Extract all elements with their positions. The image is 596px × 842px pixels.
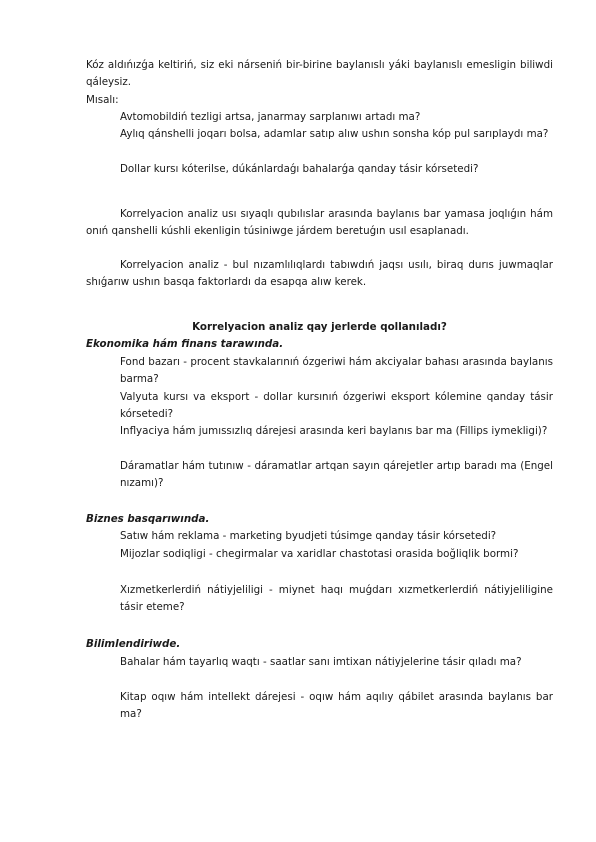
intro-paragraph: Kóz aldıńızǵa keltiriń, siz eki nárseniń bir-birine baylanıslı yáki baylanıslı emesligin biliwdi qáleysiz.	[86, 59, 553, 89]
list-item: Bahalar hám tayarlıq waqtı - saatlar sanı imtixan nátiyjelerine tásir qıladı ma?	[120, 656, 522, 668]
example-label: Mısalı:	[86, 94, 119, 106]
example-item: Avtomobildiń tezligi artsa, janarmay sarplanıwı artadı ma?	[120, 111, 421, 123]
section-title-business: Biznes basqarıwında.	[86, 513, 210, 525]
list-item: Satıw hám reklama - marketing byudjeti túsimge qanday tásir kórsetedi?	[120, 530, 497, 542]
list-item: Mijozlar sodiqligi - chegirmalar va xaridlar chastotasi orasida boğliqlik bormi?	[120, 548, 519, 560]
list-item: Valyuta kursı va eksport - dollar kursınıń ózgeriwi eksport kólemine qanday tásir kórsetedi?	[120, 391, 553, 421]
section-title-education: Bilimlendiriwde.	[86, 638, 181, 650]
list-item: Inflyaciya hám jumıssızlıq dárejesi arasında keri baylanıs bar ma (Fillips iymekligi)?	[120, 425, 548, 437]
body-paragraph: Korrelyacion analiz usı sıyaqlı qubılıslar arasında baylanıs bar yamasa joqlıǵın hám onıń qanshelli kúshli ekenligin túsiniwge járdem beretuǵın usıl esaplanadı.	[86, 208, 553, 238]
list-item: Dáramatlar hám tutınıw - dáramatlar artqan sayın qárejetler artıp baradı ma (Engel nızamı)?	[120, 460, 553, 490]
list-item: Kitap oqıw hám intellekt dárejesi - oqıw hám aqılıy qábilet arasında baylanıs bar ma?	[120, 691, 553, 721]
section-heading: Korrelyacion analiz qay jerlerde qollanıladı?	[192, 321, 447, 333]
example-item: Dollar kursı kóterilse, dúkánlardaǵı bahalarǵa qanday tásir kórsetedi?	[120, 163, 479, 175]
list-item: Xızmetkerlerdiń nátiyjeliligi - miynet haqı muǵdarı xızmetkerlerdiń nátiyjeliligine tásir eteme?	[120, 584, 553, 614]
body-paragraph: Korrelyacion analiz - bul nızamlılıqlardı tabıwdıń jaqsı usılı, biraq durıs juwmaqlar shıǵarıw ushın basqa faktorlardı da esapqa alıw kerek.	[86, 259, 553, 289]
example-item: Aylıq qánshelli joqarı bolsa, adamlar satıp alıw ushın sonsha kóp pul sarıplaydı ma?	[120, 128, 549, 140]
list-item: Fond bazarı - procent stavkalarınıń ózgeriwi hám akciyalar bahası arasında baylanıs barma?	[120, 356, 553, 386]
section-title-economics: Ekonomika hám finans tarawında.	[86, 338, 284, 350]
